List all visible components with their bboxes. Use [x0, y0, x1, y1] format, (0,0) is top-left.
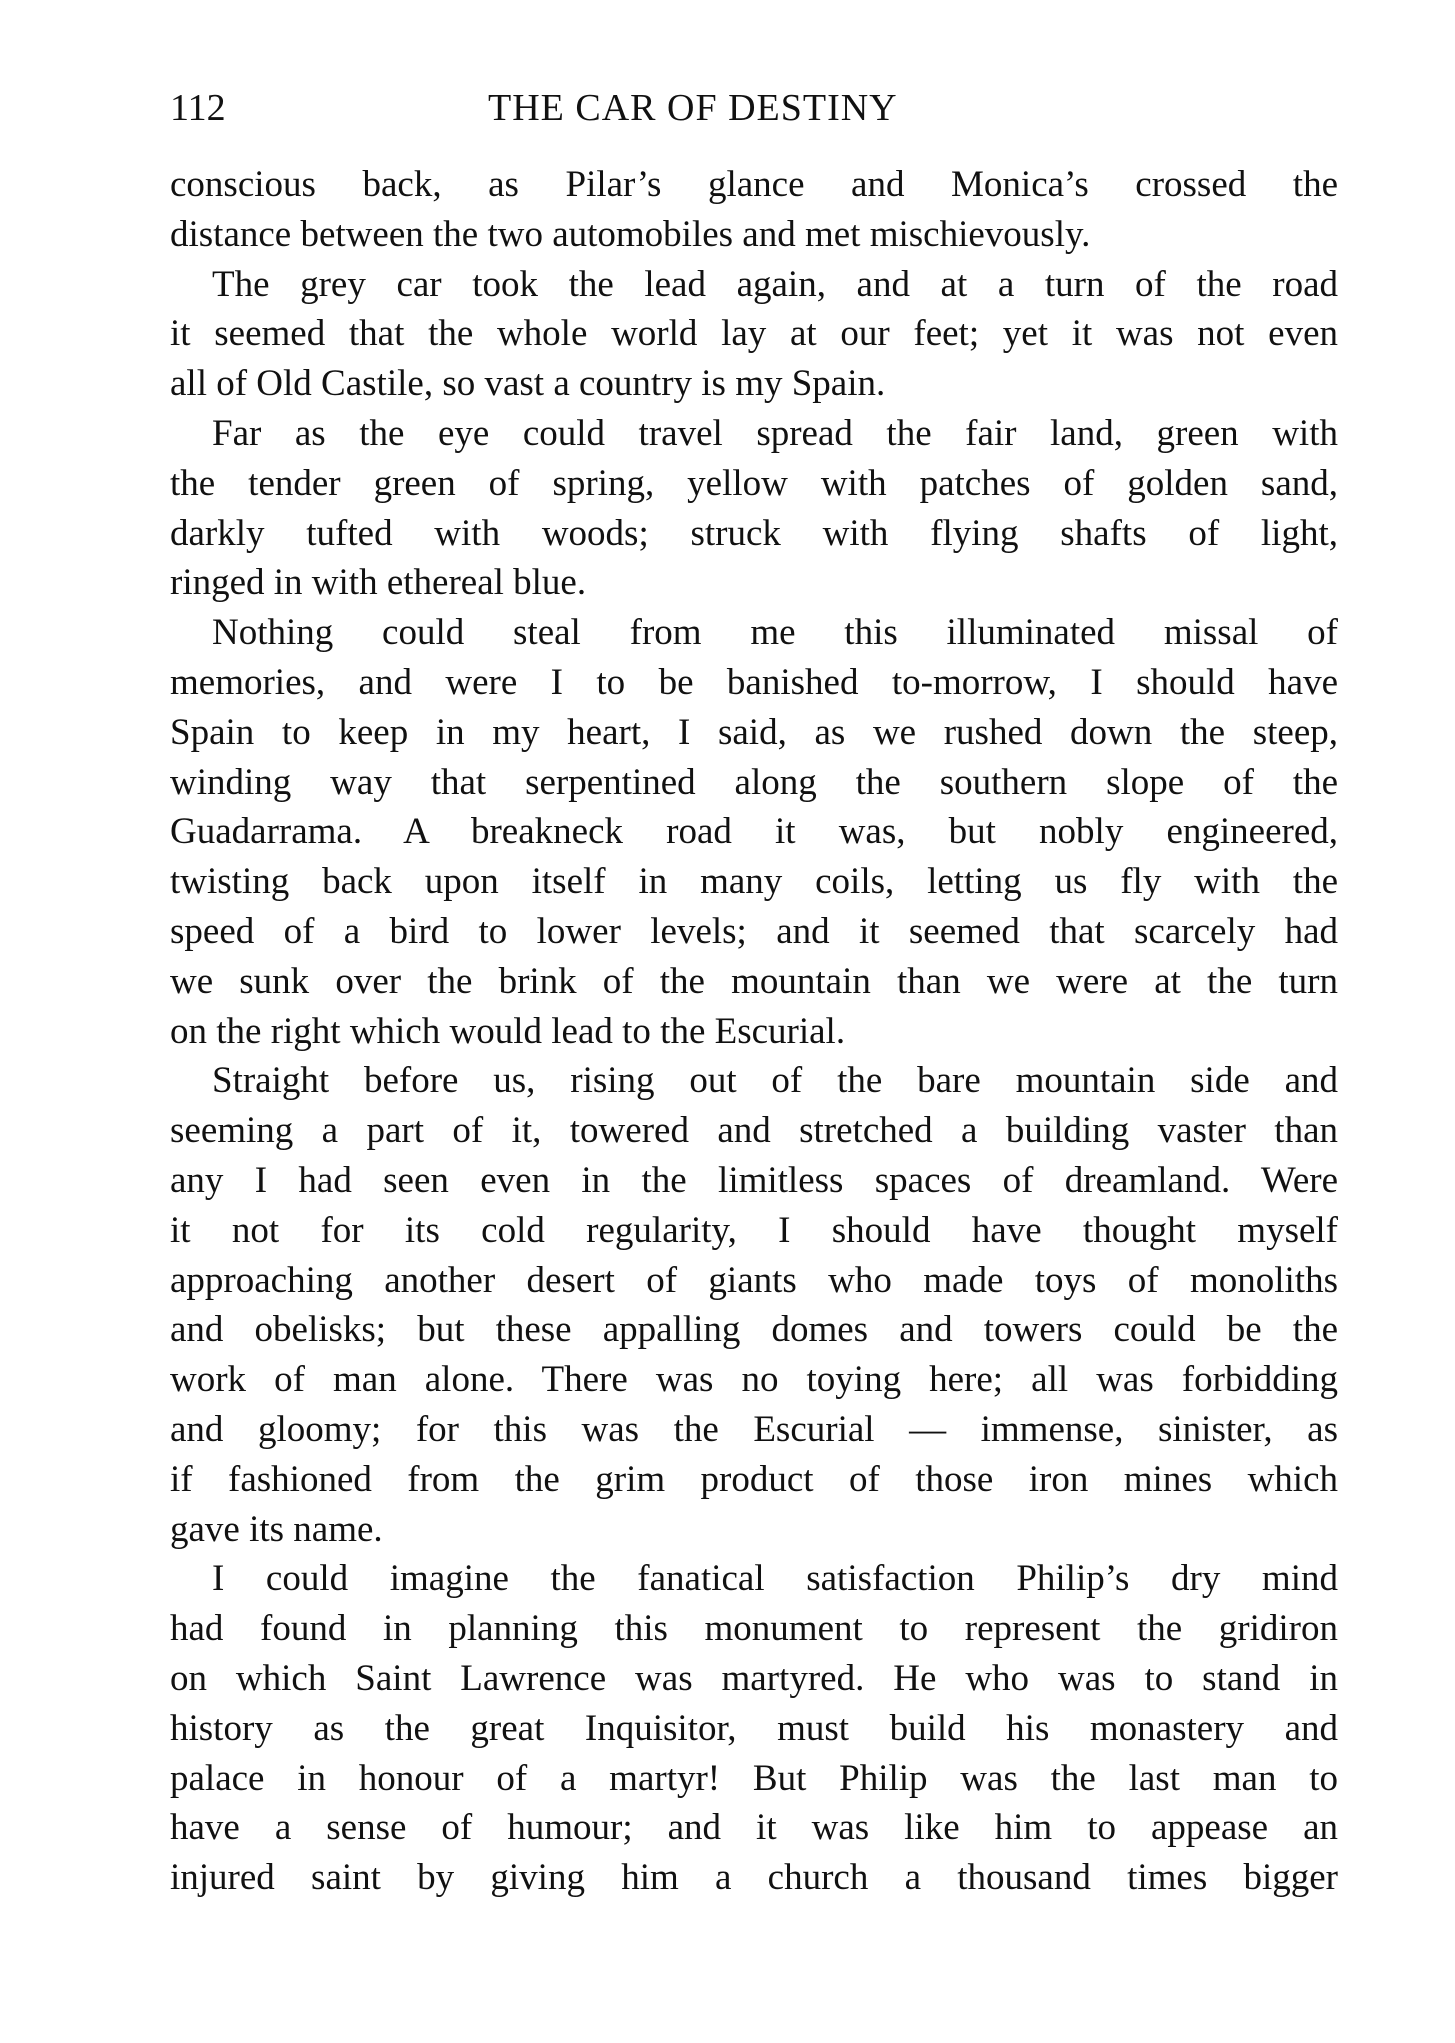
text-line: palace in honour of a martyr! But Philip was the last man to [170, 1757, 1338, 1799]
text-line: work of man alone. There was no toying here; all was forbidding [170, 1359, 1338, 1401]
text-line: and obelisks; but these appalling domes and towers could be the [170, 1309, 1338, 1351]
text-line: Far as the eye could travel spread the fair land, green with [212, 412, 1338, 454]
text-line: Nothing could steal from me this illuminated missal of [212, 612, 1338, 654]
text-line: ringed in with ethereal blue. [170, 562, 587, 604]
text-line: memories, and were I to be banished to-morrow, I should have [170, 661, 1338, 703]
text-line: if fashioned from the grim product of those iron mines which [170, 1458, 1338, 1500]
text-line: it seemed that the whole world lay at our feet; yet it was not even [170, 313, 1338, 355]
text-line: we sunk over the brink of the mountain than we were at the turn [170, 960, 1338, 1002]
text-line: darkly tufted with woods; struck with flying shafts of light, [170, 512, 1338, 554]
text-line: The grey car took the lead again, and at a turn of the road [212, 263, 1338, 305]
text-line: injured saint by giving him a church a thousand times bigger [170, 1857, 1338, 1899]
page-body-text [170, 160, 1338, 1903]
text-line: had found in planning this monument to represent the gridiron [170, 1608, 1338, 1650]
text-line: all of Old Castile, so vast a country is my Spain. [170, 363, 886, 405]
text-line: speed of a bird to lower levels; and it seemed that scarcely had [170, 910, 1338, 952]
text-line: have a sense of humour; and it was like him to appease an [170, 1807, 1338, 1849]
text-line: twisting back upon itself in many coils, letting us fly with the [170, 861, 1338, 903]
text-line: and gloomy; for this was the Escurial — immense, sinister, as [170, 1408, 1338, 1450]
text-line: it not for its cold regularity, I should have thought myself [170, 1209, 1338, 1251]
running-title: THE CAR OF DESTINY [488, 87, 898, 129]
text-line: conscious back, as Pilar’s glance and Monica’s crossed the [170, 164, 1338, 205]
text-line: the tender green of spring, yellow with patches of golden sand, [170, 462, 1338, 504]
text-line: gave its name. [170, 1508, 383, 1550]
text-line: seeming a part of it, towered and stretched a building vaster than [170, 1110, 1338, 1152]
text-line: Guadarrama. A breakneck road it was, but nobly engineered, [170, 811, 1338, 853]
text-line: any I had seen even in the limitless spaces of dreamland. Were [170, 1159, 1338, 1201]
text-line: distance between the two automobiles and met mischievously. [170, 213, 1091, 255]
text-line: Spain to keep in my heart, I said, as we rushed down the steep, [170, 711, 1338, 753]
text-line: I could imagine the fanatical satisfaction Philip’s dry mind [212, 1558, 1338, 1600]
text-line: history as the great Inquisitor, must build his monastery and [170, 1707, 1338, 1749]
text-line: on the right which would lead to the Escurial. [170, 1010, 846, 1052]
text-line: winding way that serpentined along the southern slope of the [170, 761, 1338, 803]
text-line: Straight before us, rising out of the bare mountain side and [212, 1060, 1338, 1102]
running-header [170, 86, 1338, 138]
page-number: 112 [170, 87, 226, 129]
text-line: approaching another desert of giants who made toys of monoliths [170, 1259, 1338, 1301]
text-line: on which Saint Lawrence was martyred. He who was to stand in [170, 1657, 1338, 1699]
